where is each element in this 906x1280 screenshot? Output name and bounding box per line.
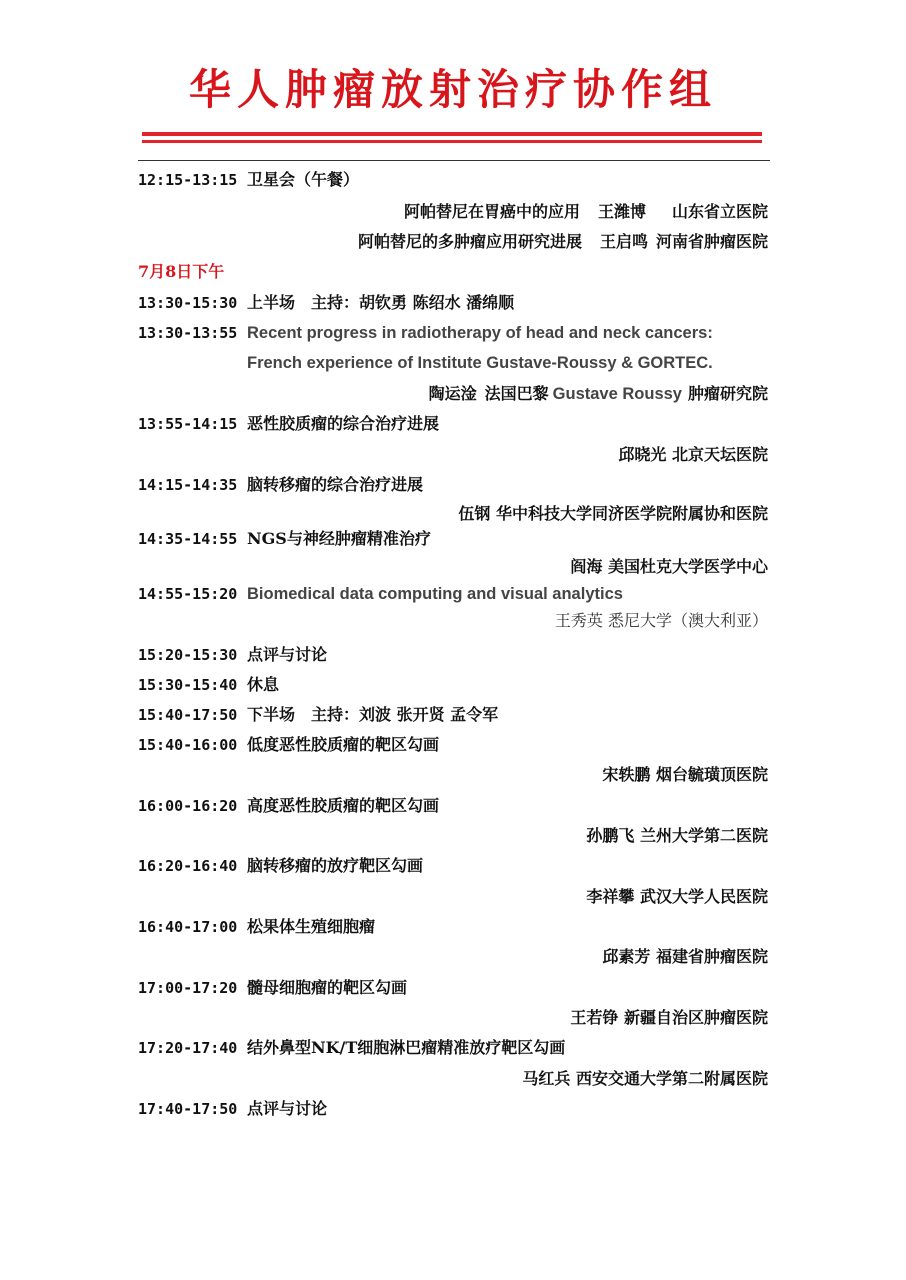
- time-slot: 16:00-16:20: [138, 797, 238, 815]
- talk-title: 低度恶性胶质瘤的靶区勾画: [247, 735, 440, 754]
- speaker-row: 邱晓光 北京天坛医院: [618, 445, 768, 464]
- satellite-talk-row: [138, 196, 768, 227]
- break-row: [138, 668, 768, 698]
- speaker-row: 王秀英 悉尼大学（澳大利亚）: [554, 611, 768, 630]
- speaker-affiliation-b: 肿瘤研究院: [687, 384, 768, 403]
- speaker-row: 阎海 美国杜克大学医学中心: [570, 557, 768, 576]
- speaker-row: 宋轶鹏 烟台毓璜顶医院: [602, 765, 768, 784]
- speaker-row: 李祥攀 武汉大学人民医院: [586, 887, 768, 906]
- speaker-row: 马红兵 西安交通大学第二附属医院: [522, 1069, 768, 1088]
- talk-title: NGS与神经肿瘤精准治疗: [247, 529, 431, 548]
- speaker-name: 王启鸣: [599, 232, 648, 251]
- time-slot: 16:20-16:40: [138, 857, 238, 875]
- satellite-talk-row: [138, 227, 768, 257]
- talk-title: Biomedical data computing and visual analytics: [247, 585, 623, 603]
- time-slot: 13:30-13:55: [138, 324, 238, 342]
- header-divider-thick: [142, 132, 762, 136]
- session-title: 下半场 主持：刘波 张开贤 孟令军: [247, 705, 499, 724]
- day-heading: 7月8日下午: [138, 262, 225, 281]
- talk-title: 点评与讨论: [247, 1099, 328, 1118]
- talk-title: 阿帕替尼的多肿瘤应用研究进展: [357, 232, 582, 251]
- talk-title: 点评与讨论: [247, 645, 328, 664]
- speaker-affiliation: 河南省肿瘤医院: [655, 232, 768, 251]
- time-slot: 17:40-17:50: [138, 1100, 238, 1118]
- talk-title-continuation: [138, 348, 768, 378]
- break-label: 休息: [247, 675, 280, 694]
- talk-row: [138, 526, 768, 553]
- time-slot: 12:15-13:15: [138, 171, 238, 189]
- time-slot: 17:00-17:20: [138, 979, 238, 997]
- talk-row: [138, 789, 768, 819]
- time-slot: 16:40-17:00: [138, 918, 238, 936]
- talk-row: [138, 971, 768, 1001]
- talk-row: [138, 1092, 768, 1122]
- speaker-row: 王若铮 新疆自治区肿瘤医院: [570, 1008, 768, 1027]
- session-row: [138, 287, 768, 318]
- speaker-affiliation: 山东省立医院: [671, 202, 768, 221]
- speaker-name: 陶运淦: [428, 384, 477, 403]
- talk-row: [138, 638, 768, 668]
- time-slot: 14:15-14:35: [138, 476, 238, 494]
- talk-row: [138, 910, 768, 940]
- time-slot: 17:20-17:40: [138, 1039, 238, 1057]
- schedule: [138, 166, 768, 1122]
- talk-title-line1: Recent progress in radiotherapy of head and neck cancers:: [247, 324, 713, 342]
- talk-title-line2: French experience of Institute Gustave-Roussy & GORTEC.: [247, 354, 713, 372]
- section-rule: [138, 160, 770, 161]
- talk-title: 脑转移瘤的综合治疗进展: [247, 475, 424, 494]
- talk-title: 恶性胶质瘤的综合治疗进展: [247, 414, 440, 433]
- page-title: 华人肿瘤放射治疗协作组: [188, 65, 717, 114]
- speaker-row: 孙鹏飞 兰州大学第二医院: [586, 826, 768, 845]
- session-row: [138, 698, 768, 728]
- speaker-row: 邱素芳 福建省肿瘤医院: [602, 947, 768, 966]
- session-title: 上半场 主持：胡钦勇 陈绍水 潘绵顺: [247, 293, 515, 312]
- time-slot: 15:40-17:50: [138, 706, 238, 724]
- talk-row: [138, 728, 768, 758]
- time-slot: 13:30-15:30: [138, 294, 238, 312]
- talk-row: [138, 409, 768, 439]
- talk-title: 结外鼻型NK/T细胞淋巴瘤精准放疗靶区勾画: [247, 1038, 566, 1057]
- talk-row: [138, 318, 768, 348]
- time-slot: 15:30-15:40: [138, 676, 238, 694]
- speaker-affiliation-a: 法国巴黎: [484, 384, 549, 403]
- talk-row: [138, 580, 768, 608]
- session-title: 卫星会（午餐）: [247, 170, 360, 189]
- time-slot: 15:40-16:00: [138, 736, 238, 754]
- time-slot: 15:20-15:30: [138, 646, 238, 664]
- speaker-row: [138, 378, 768, 409]
- time-slot: 13:55-14:15: [138, 415, 238, 433]
- header-divider-thin: [142, 140, 762, 143]
- time-slot: 14:55-15:20: [138, 585, 238, 603]
- talk-row: [138, 849, 768, 880]
- schedule-row: [138, 166, 768, 196]
- speaker-affiliation-latin: Gustave Roussy: [552, 385, 682, 403]
- talk-title: 脑转移瘤的放疗靶区勾画: [247, 856, 424, 875]
- talk-row: [138, 470, 768, 500]
- speaker-name: 王潍博: [597, 202, 646, 221]
- talk-title: 高度恶性胶质瘤的靶区勾画: [247, 796, 440, 815]
- talk-title: 阿帕替尼在胃癌中的应用: [403, 202, 580, 221]
- time-slot: 14:35-14:55: [138, 530, 238, 548]
- talk-title: 松果体生殖细胞瘤: [247, 917, 376, 936]
- talk-title: 髓母细胞瘤的靶区勾画: [247, 978, 408, 997]
- speaker-row: 伍钢 华中科技大学同济医学院附属协和医院: [458, 504, 768, 523]
- talk-row: [138, 1031, 768, 1062]
